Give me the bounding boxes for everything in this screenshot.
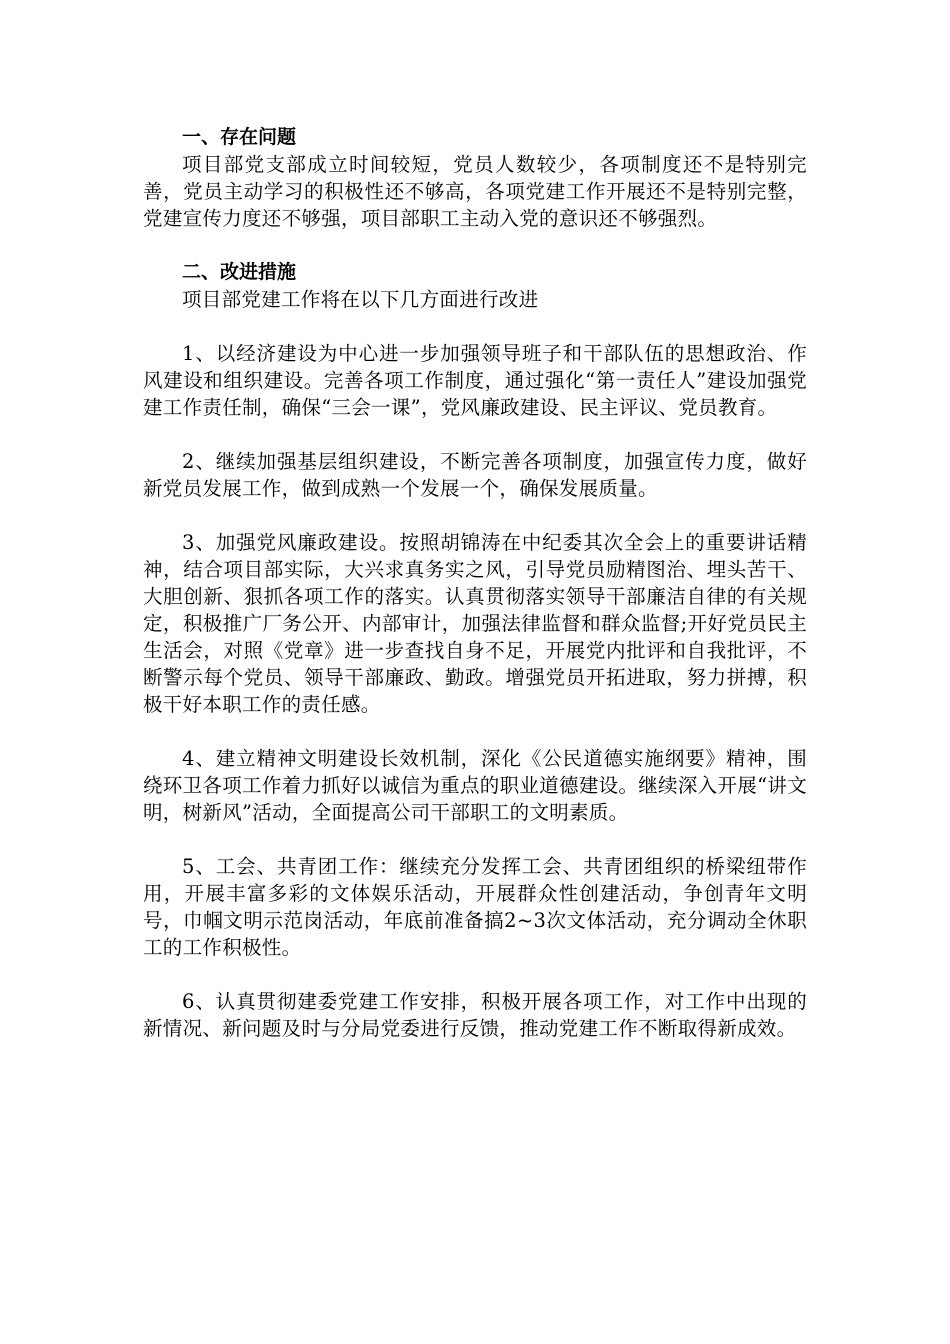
- section1-body: 项目部党支部成立时间较短，党员人数较少，各项制度还不是特别完善，党员主动学习的积极性还不够高，各项党建工作开展还不是特别完整，党建宣传力度还不够强，项目部职工主动入党的意识还不够强烈。: [143, 153, 807, 230]
- spacer: [143, 826, 807, 853]
- spacer: [143, 718, 807, 745]
- document-page: [143, 124, 807, 1042]
- spacer: [143, 421, 807, 448]
- section2-heading: 二、改进措施: [182, 261, 297, 283]
- spacer: [143, 502, 807, 529]
- section1-heading: 一、存在问题: [182, 126, 297, 148]
- measure-item-1: 1、以经济建设为中心进一步加强领导班子和干部队伍的思想政治、作风建设和组织建设。完善各项工作制度，通过强化“第一责任人”建设加强党建工作责任制，确保“三会一课”，党风廉政建设、民主评议、党员教育。: [143, 342, 807, 419]
- section2-intro: 项目部党建工作将在以下几方面进行改进: [182, 288, 539, 311]
- measure-item-5: 5、工会、共青团工作：继续充分发挥工会、共青团组织的桥梁纽带作用，开展丰富多彩的文体娱乐活动，开展群众性创建活动，争创青年文明号，巾帼文明示范岗活动，年底前准备搞2~3次文体活动，充分调动全休职工的工作积极性。: [143, 855, 807, 959]
- measure-item-3: 3、加强党风廉政建设。按照胡锦涛在中纪委其次全会上的重要讲话精神，结合项目部实际，大兴求真务实之风，引导党员励精图治、埋头苦干、大胆创新、狠抓各项工作的落实。认真贯彻落实领导干部廉洁自律的有关规定，积极推广厂务公开、内部审计，加强法律监督和群众监督;开好党员民主生活会，对照《党章》进一步查找自身不足，开展党内批评和自我批评，不断警示每个党员、领导干部廉政、勤政。增强党员开拓进取，努力拼搏，积极干好本职工作的责任感。: [143, 531, 807, 716]
- measure-item-4: 4、建立精神文明建设长效机制，深化《公民道德实施纲要》精神，围绕环卫各项工作着力抓好以诚信为重点的职业道德建设。继续深入开展“讲文明，树新风”活动，全面提高公司干部职工的文明素质。: [143, 747, 807, 824]
- spacer: [143, 961, 807, 988]
- spacer: [143, 232, 807, 259]
- spacer: [143, 313, 807, 340]
- measure-item-2: 2、继续加强基层组织建设，不断完善各项制度，加强宣传力度，做好新党员发展工作，做到成熟一个发展一个，确保发展质量。: [143, 450, 807, 500]
- measure-item-6: 6、认真贯彻建委党建工作安排，积极开展各项工作，对工作中出现的新情况、新问题及时与分局党委进行反馈，推动党建工作不断取得新成效。: [143, 990, 807, 1040]
